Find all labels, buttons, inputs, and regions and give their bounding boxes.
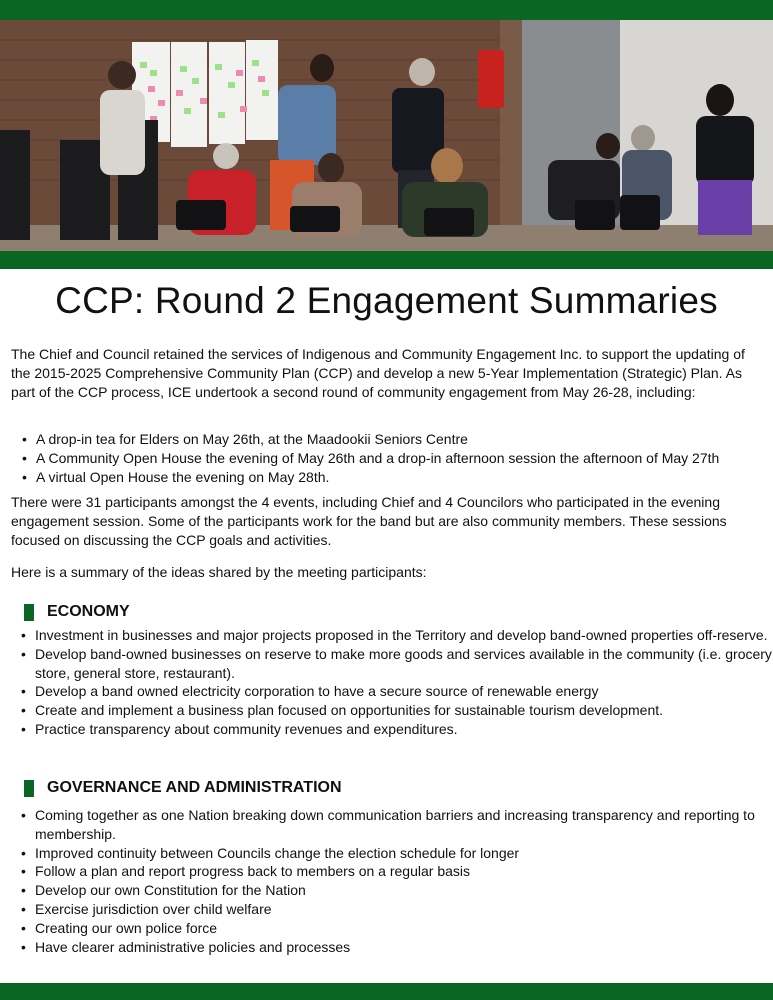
list-item: • Improved continuity between Councils change the election schedule for longer bbox=[35, 844, 773, 863]
header-photo bbox=[0, 20, 773, 251]
list-item: • Create and implement a business plan focused on opportunities for sustainable tourism development. bbox=[35, 701, 773, 720]
page-title: CCP: Round 2 Engagement Summaries bbox=[55, 280, 718, 321]
list-item: • Exercise jurisdiction over child welfare bbox=[35, 900, 773, 919]
economy-list bbox=[11, 626, 773, 739]
section-heading-label: ECONOMY bbox=[47, 603, 130, 620]
list-item: • A virtual Open House the evening on May 28th. bbox=[36, 468, 719, 487]
governance-list bbox=[11, 806, 773, 956]
list-item: • Develop band-owned businesses on reserve to make more goods and services available in the community (i.e. grocery store, general store, restaurant). bbox=[35, 645, 773, 683]
green-marker-icon bbox=[24, 780, 34, 797]
list-item: • Practice transparency about community revenues and expenditures. bbox=[35, 720, 773, 739]
green-marker-icon bbox=[24, 604, 34, 621]
list-item: • Follow a plan and report progress back to members on a regular basis bbox=[35, 862, 773, 881]
intro-paragraph: The Chief and Council retained the services of Indigenous and Community Engagement Inc. to support the updating of the 2015-2025 Comprehensive Community Plan (CCP) and develop a new 5-Year Implementation (Strategic) Plan. As part of the CCP process, ICE undertook a second round of community engagement from May 26-28, including: bbox=[11, 346, 745, 400]
events-list bbox=[11, 430, 719, 486]
summary-intro: Here is a summary of the ideas shared by the meeting participants: bbox=[11, 564, 427, 580]
footer-green-band bbox=[0, 983, 773, 1000]
participants-paragraph: There were 31 participants amongst the 4 events, including Chief and 4 Councilors who participated in the evening engagement session. Some of the participants work for the band but are also community members. These sessions focused on discussing the CCP goals and activities. bbox=[11, 494, 727, 548]
section-heading-label: GOVERNANCE AND ADMINISTRATION bbox=[47, 779, 342, 796]
list-item: • A Community Open House the evening of May 26th and a drop-in afternoon session the afternoon of May 27th bbox=[36, 449, 719, 468]
section-heading-governance bbox=[24, 779, 342, 798]
list-item: • Develop our own Constitution for the Nation bbox=[35, 881, 773, 900]
list-item: • Creating our own police force bbox=[35, 919, 773, 938]
list-item: • Investment in businesses and major projects proposed in the Territory and develop band-owned properties off-reserve. bbox=[35, 626, 773, 645]
list-item: • Coming together as one Nation breaking down communication barriers and increasing transparency and reporting to membership. bbox=[35, 806, 773, 844]
list-item: • A drop-in tea for Elders on May 26th, at the Maadookii Seniors Centre bbox=[36, 430, 719, 449]
top-green-band bbox=[0, 0, 773, 20]
list-item: • Have clearer administrative policies and processes bbox=[35, 938, 773, 957]
header-green-band bbox=[0, 251, 773, 269]
engagement-session-photo bbox=[0, 20, 773, 251]
list-item: • Develop a band owned electricity corporation to have a secure source of renewable energy bbox=[35, 682, 773, 701]
section-heading-economy bbox=[24, 603, 130, 622]
